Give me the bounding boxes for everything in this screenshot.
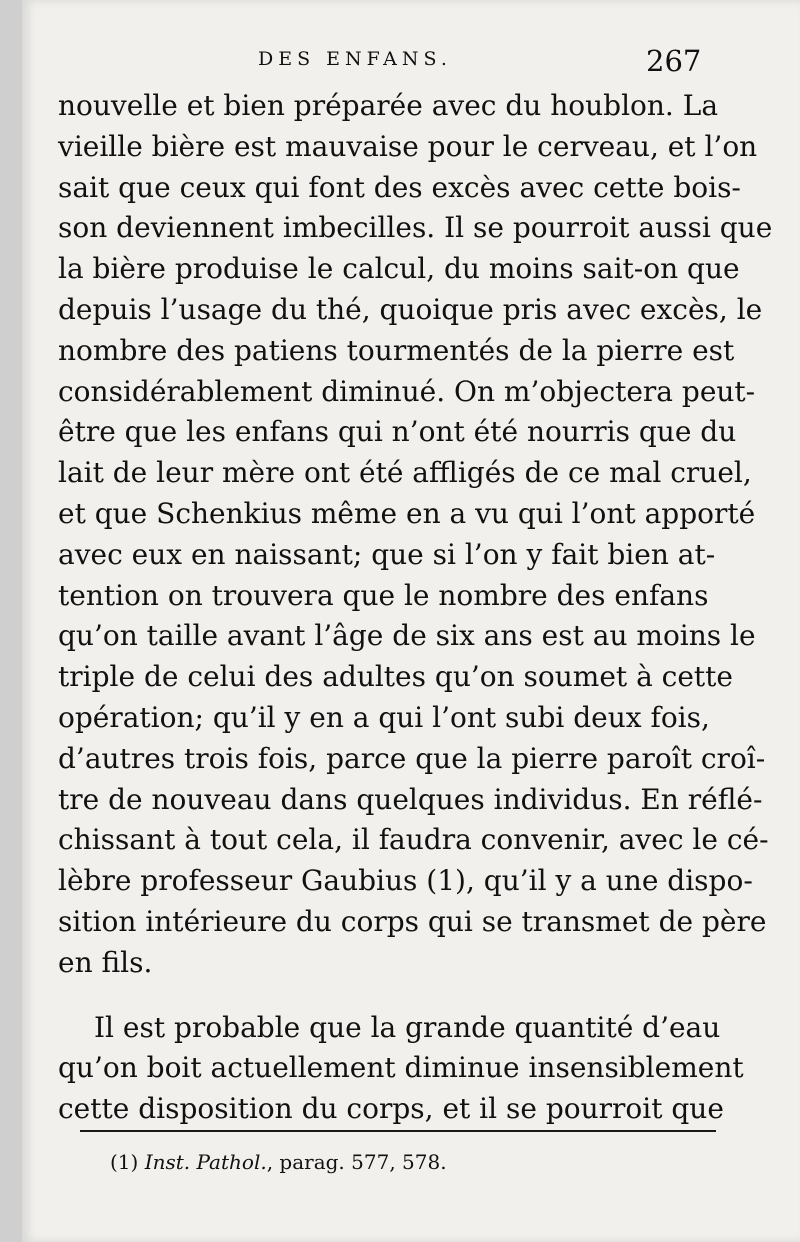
book-page — [22, 0, 800, 1242]
body-text — [58, 86, 773, 1130]
footnote-marker: (1) — [110, 1150, 139, 1174]
text-line: chissant à tout cela, il faudra convenir, avec le cé- — [58, 823, 769, 857]
text-line: qu’on taille avant l’âge de six ans est au moins le — [58, 619, 756, 653]
text-line: sait que ceux qui font des excès avec cette bois- — [58, 170, 741, 204]
text-line: qu’on boit actuellement diminue insensiblement — [58, 1051, 744, 1085]
text-line: vieille bière est mauvaise pour le cerveau, et l’on — [58, 129, 758, 163]
text-line: être que les enfans qui n’ont été nourris que du — [58, 415, 737, 449]
text-line: d’autres trois fois, parce que la pierre paroît croî- — [58, 741, 766, 775]
running-head: DES ENFANS. — [258, 48, 452, 70]
page-header — [22, 46, 800, 76]
text-line: son deviennent imbecilles. Il se pourroit aussi que — [58, 211, 773, 245]
text-line: tre de nouveau dans quelques individus. En réflé- — [58, 782, 763, 816]
page-number: 267 — [646, 44, 702, 78]
footnote-reference: , parag. 577, 578. — [266, 1150, 447, 1174]
text-line: opération; qu’il y en a qui l’ont subi deux fois, — [58, 700, 710, 734]
paragraph — [58, 1008, 744, 1130]
text-line: tention on trouvera que le nombre des enfans — [58, 578, 709, 612]
text-line: nouvelle et bien préparée avec du houblon. La — [58, 89, 719, 122]
text-line: cette disposition du corps, et il se pourroit que — [58, 1092, 724, 1126]
text-line: la bière produise le calcul, du moins sait-on que — [58, 252, 740, 286]
text-line: considérablement diminué. On m’objectera peut- — [58, 374, 756, 408]
text-line: en fils. — [58, 945, 153, 979]
text-line: et que Schenkius même en a vu qui l’ont apporté — [58, 496, 756, 530]
text-line: Il est probable que la grande quantité d’eau — [94, 1010, 721, 1044]
footnote-citation: Inst. Pathol. — [144, 1150, 267, 1174]
text-line: sition intérieure du corps qui se transmet de père — [58, 904, 767, 938]
text-line: lait de leur mère ont été affligés de ce mal cruel, — [58, 456, 752, 490]
text-line: avec eux en naissant; que si l’on y fait bien at- — [58, 537, 716, 571]
text-line: nombre des patiens tourmentés de la pierre est — [58, 333, 735, 367]
paragraph-gap — [58, 984, 706, 1008]
footnote-rule — [80, 1130, 716, 1132]
text-line: depuis l’usage du thé, quoique pris avec excès, le — [58, 292, 763, 326]
text-line: triple de celui des adultes qu’on soumet à cette — [58, 660, 733, 694]
footnote — [110, 1150, 447, 1174]
paragraph — [58, 86, 773, 984]
text-line: lèbre professeur Gaubius (1), qu’il y a une dispo- — [58, 864, 753, 898]
